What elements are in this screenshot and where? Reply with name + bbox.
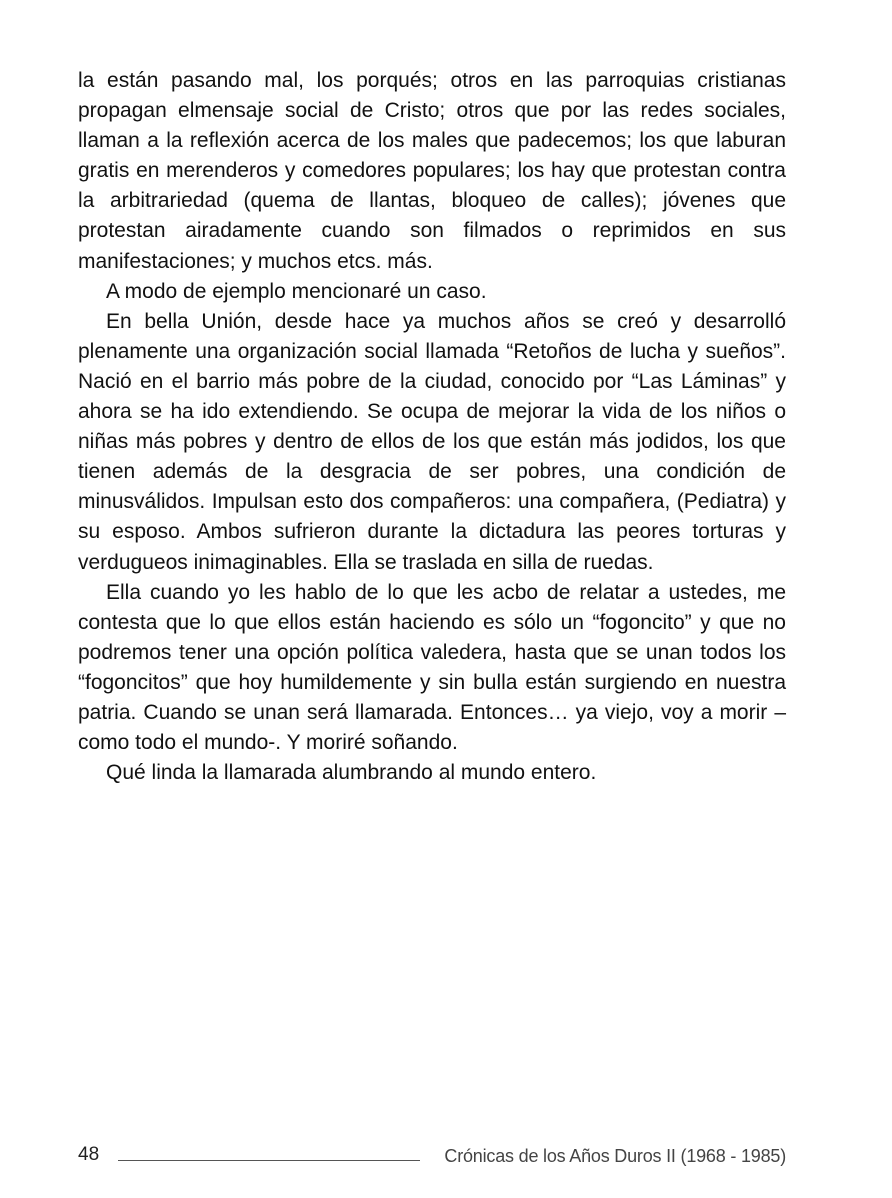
footer-divider bbox=[118, 1160, 420, 1161]
page-body bbox=[78, 66, 786, 788]
paragraph-fogoncito: Ella cuando yo les hablo de lo que les acbo de relatar a ustedes, me contesta que lo que ellos están haciendo es sólo un “fogoncito” y que no podremos tener una opción política valedera, hasta que se unan todos los “fogoncitos” que hoy humildemente y sin bulla están surgiendo en nuestra patria. Cuando se unan será llamarada. Entonces… ya viejo, voy a morir –como todo el mundo-. Y moriré soñando. bbox=[78, 580, 786, 755]
paragraph-bella-union: En bella Unión, desde hace ya muchos años se creó y desarrolló plenamente una organización social llamada “Retoños de lucha y sueños”. Nació en el barrio más pobre de la ciudad, conocido por “Las Láminas” y ahora se ha ido extendiendo. Se ocupa de mejorar la vida de los niños o niñas más pobres y dentro de ellos de los que están más jodidos, los que tienen además de la desgracia de ser pobres, una condición de minusválidos. Impulsan esto dos compañeros: una compañera, (Pediatra) y su esposo. Ambos sufrieron durante la dictadura las peores torturas y verdugueos inimaginables. Ella se traslada en silla de ruedas. bbox=[78, 309, 786, 574]
paragraph-closing: Qué linda la llamarada alumbrando al mundo entero. bbox=[106, 761, 597, 785]
paragraph-example-intro: A modo de ejemplo mencionaré un caso. bbox=[106, 279, 487, 303]
page-number: 48 bbox=[78, 1144, 100, 1165]
paragraph-continuation: la están pasando mal, los porqués; otros en las parroquias cristianas propagan elmensaje social de Cristo; otros que por las redes sociales, llaman a la reflexión acerca de los males que padecemos; los que laburan gratis en merenderos y comedores populares; los hay que protestan contra la arbitrariedad (quema de llantas, bloqueo de calles); jóvenes que protestan airadamente cuando son filmados o reprimidos en sus manifestaciones; y muchos etcs. más. bbox=[78, 69, 786, 273]
page-footer bbox=[78, 1144, 786, 1174]
running-book-title: Crónicas de los Años Duros II (1968 - 1985) bbox=[444, 1146, 786, 1166]
